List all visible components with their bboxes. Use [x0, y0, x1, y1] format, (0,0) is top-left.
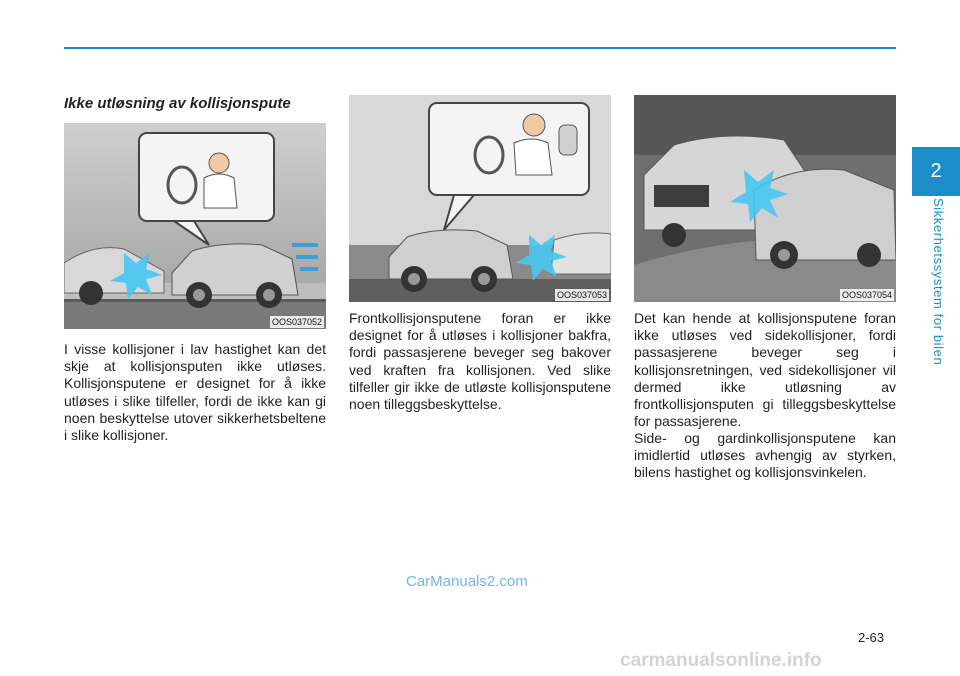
paragraph-col3-b: Side- og gardinkollisjonsputene kan imidlertid utløses avhengig av styrken, bilens hastighet og kollisjonsvinkelen. [634, 430, 896, 481]
paragraph-col1: I visse kollisjoner i lav hastighet kan det skje at kollisjonsputen ikke utløses. Kollisjonsputene er designet for å ikke utløses i slike tilfeller, fordi de ikke kan gi noen beskyttelse utover sikkerhetsbeltene i slike kollisjoner. [64, 341, 326, 444]
figure-side-impact [634, 95, 896, 302]
paragraph-col2: Frontkollisjonsputene foran er ikke designet for å utløses i kollisjoner bakfra, fordi passasjerene beveger seg bakover ved kraften fra kollisjonen. Ved slike tilfeller gir ikke de utløste kollisjonsputene noen tilleggsbeskyttelse. [349, 310, 611, 413]
figure-code: OOS037052 [271, 317, 322, 327]
figure-code: OOS037054 [841, 290, 892, 300]
paragraph-col3-a: Det kan hende at kollisjonsputene foran ikke utløses ved sidekollisjoner, fordi passasjerene beveger seg i kollisjonsretningen, ved sidekollisjoner vil dermed ikke utløsning av frontkollisjonsputen gi tilleggsbeskyttelse for passasjerene. [634, 310, 896, 430]
page-number: 2-63 [858, 630, 885, 645]
footer-watermark: carmanualsonline.info [620, 650, 822, 671]
rear-collision-illustration [64, 123, 326, 329]
section-heading: Ikke utløsning av kollisjonspute [64, 95, 291, 112]
chapter-title: Sikkerhetssystem for bilen [931, 198, 946, 366]
figure-rear-collision-low-speed [64, 123, 326, 329]
header-rule [64, 47, 896, 49]
chapter-tab: 2 [912, 147, 960, 196]
figure-rear-impact [349, 95, 611, 302]
figure-code: OOS037053 [556, 290, 607, 300]
rear-impact-illustration [349, 95, 611, 302]
side-impact-illustration [634, 95, 896, 302]
watermark: CarManuals2.com [406, 573, 528, 590]
